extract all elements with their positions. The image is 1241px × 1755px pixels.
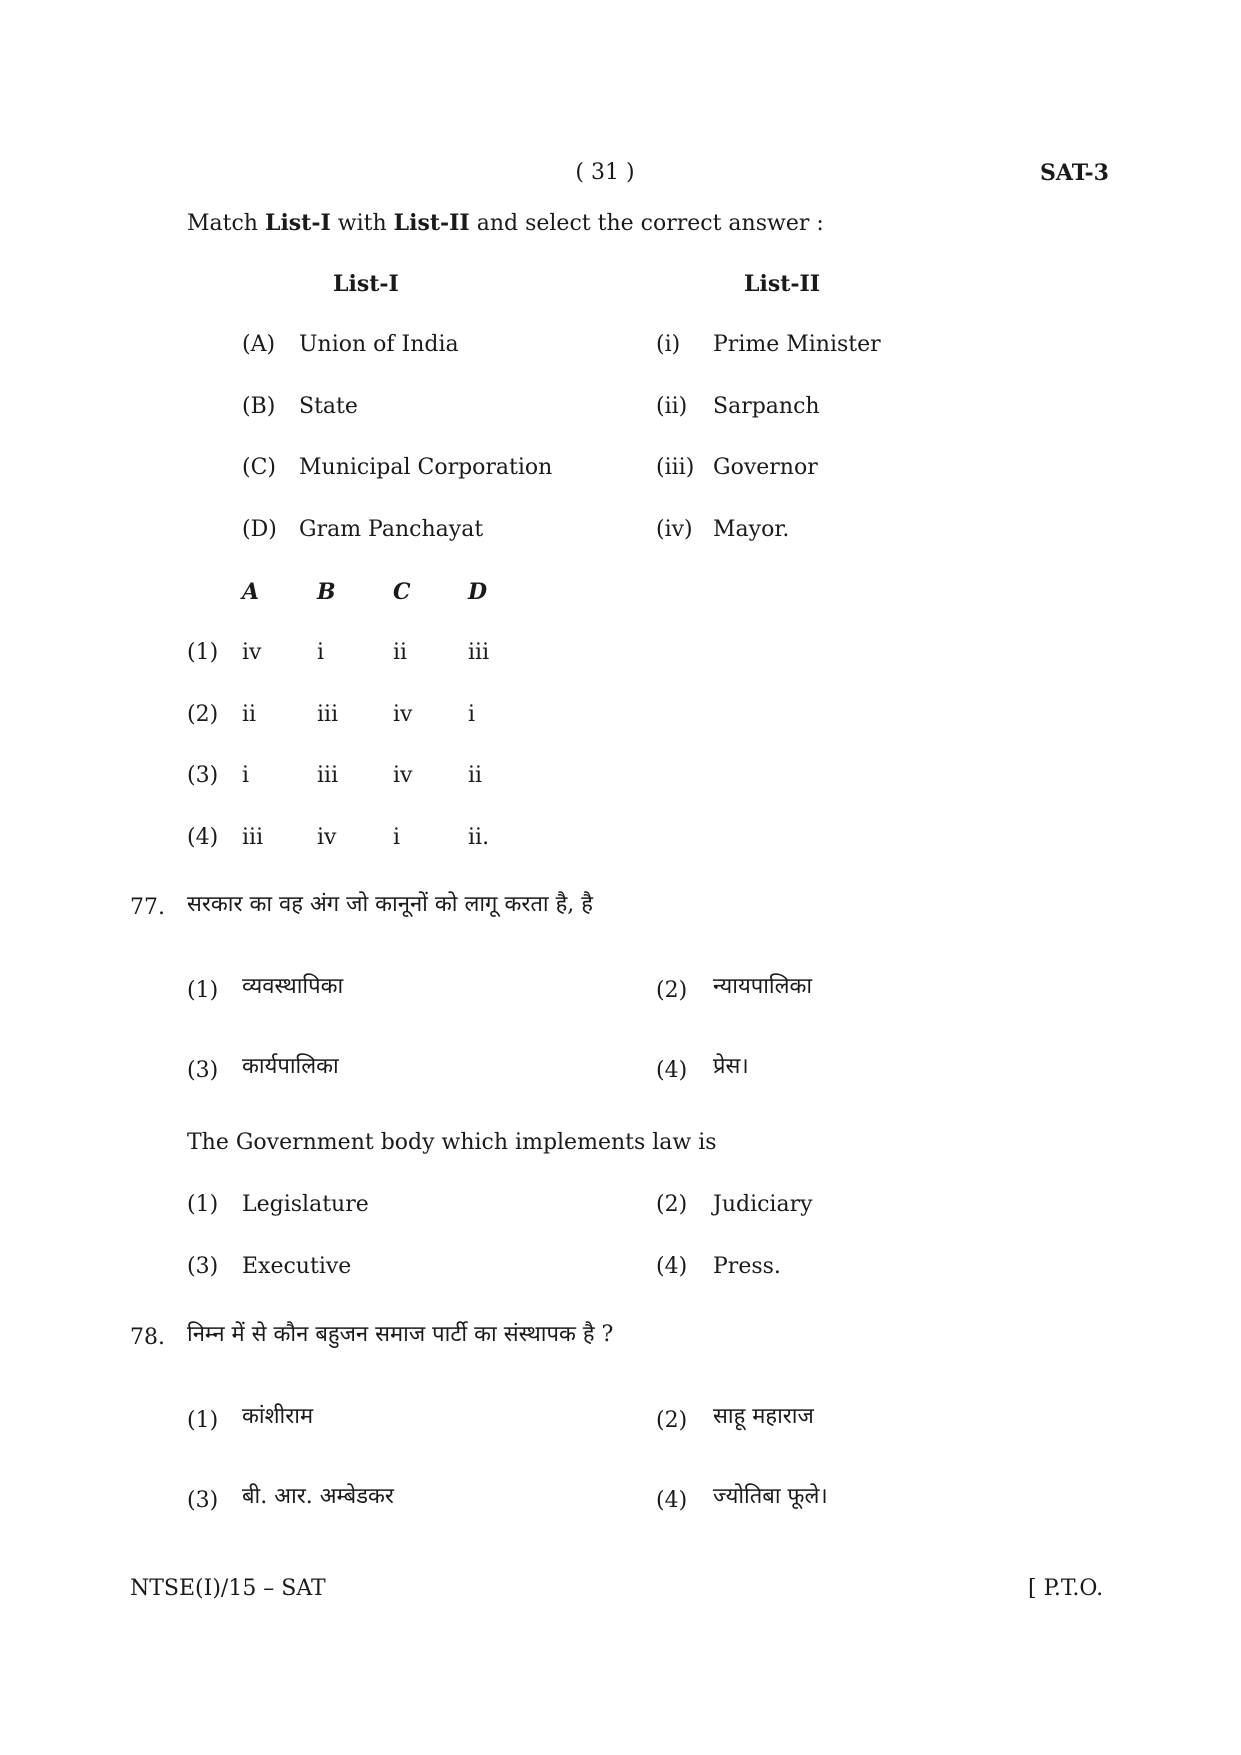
option-number: (4) — [656, 1254, 688, 1279]
list2-key: (i) — [656, 332, 681, 357]
list2-key: (ii) — [656, 394, 688, 419]
answer-cell: i — [468, 702, 476, 727]
option-text: साहू महाराज — [713, 1404, 814, 1429]
answer-option-number: (3) — [187, 763, 219, 788]
option-number: (3) — [187, 1488, 219, 1513]
answer-cell: i — [317, 640, 325, 665]
answer-cell: iii — [317, 763, 339, 788]
list2-key: (iii) — [656, 455, 695, 480]
question-text-hindi: सरकार का वह अंग जो कानूनों को लागू करता है, है — [187, 892, 593, 917]
list2-key: (iv) — [656, 517, 693, 542]
list1-item: Gram Panchayat — [299, 517, 484, 542]
question-text-english: The Government body which implements law is — [187, 1130, 717, 1155]
list1-key: (A) — [242, 332, 276, 357]
option-number: (4) — [656, 1488, 688, 1513]
answer-option-number: (4) — [187, 825, 219, 850]
option-number: (3) — [187, 1254, 219, 1279]
option-number: (2) — [656, 1192, 688, 1217]
list1-item: Municipal Corporation — [299, 455, 553, 480]
option-number: (1) — [187, 1192, 219, 1217]
option-text: ज्योतिबा फूले। — [713, 1484, 828, 1509]
list2-item: Governor — [713, 455, 818, 480]
list1-key: (B) — [242, 394, 276, 419]
answer-option-number: (1) — [187, 640, 219, 665]
list2-heading: List-II — [744, 271, 821, 297]
option-text: व्यवस्थापिका — [242, 974, 344, 999]
question-text-hindi: निम्न में से कौन बहुजन समाज पार्टी का संस्थापक है ? — [187, 1322, 614, 1347]
list1-key: (D) — [242, 517, 277, 542]
match-instruction: Match List-I with List-II and select the correct answer : — [187, 210, 824, 236]
list2-item: Sarpanch — [713, 394, 820, 419]
answer-cell: iii — [468, 640, 490, 665]
list1-heading: List-I — [333, 271, 399, 297]
option-text: कार्यपालिका — [242, 1054, 339, 1079]
answer-header-d: D — [468, 579, 488, 605]
option-text: Executive — [242, 1254, 352, 1279]
answer-header-b: B — [317, 579, 336, 605]
answer-cell: ii — [468, 763, 483, 788]
list2-item: Prime Minister — [713, 332, 881, 357]
answer-cell: i — [242, 763, 250, 788]
answer-cell: iv — [393, 763, 413, 788]
answer-cell: iv — [393, 702, 413, 727]
option-text: Legislature — [242, 1192, 369, 1217]
question-number: 77. — [130, 895, 165, 920]
answer-cell: iv — [317, 825, 337, 850]
option-number: (3) — [187, 1058, 219, 1083]
list1-item: Union of India — [299, 332, 459, 357]
footer-paper-id: NTSE(I)/15 – SAT — [130, 1576, 326, 1601]
option-number: (4) — [656, 1058, 688, 1083]
answer-cell: ii — [242, 702, 257, 727]
answer-cell: ii. — [468, 825, 490, 850]
option-text: न्यायपालिका — [713, 974, 813, 999]
page-number: ( 31 ) — [575, 160, 635, 185]
option-number: (1) — [187, 978, 219, 1003]
question-number: 78. — [130, 1325, 165, 1350]
option-number: (2) — [656, 978, 688, 1003]
footer-pto: [ P.T.O. — [1028, 1576, 1104, 1601]
answer-cell: i — [393, 825, 401, 850]
option-text: कांशीराम — [242, 1404, 314, 1429]
answer-cell: iii — [242, 825, 264, 850]
answer-cell: iii — [317, 702, 339, 727]
list2-item: Mayor. — [713, 517, 790, 542]
option-text: Judiciary — [713, 1192, 813, 1217]
answer-option-number: (2) — [187, 702, 219, 727]
answer-cell: iv — [242, 640, 262, 665]
option-text: बी. आर. अम्बेडकर — [242, 1484, 394, 1509]
option-number: (2) — [656, 1408, 688, 1433]
paper-code: SAT-3 — [1040, 160, 1109, 186]
answer-header-a: A — [242, 579, 260, 605]
answer-header-c: C — [393, 579, 411, 605]
answer-cell: ii — [393, 640, 408, 665]
option-number: (1) — [187, 1408, 219, 1433]
list1-key: (C) — [242, 455, 276, 480]
list1-item: State — [299, 394, 358, 419]
option-text: Press. — [713, 1254, 781, 1279]
option-text: प्रेस। — [713, 1054, 749, 1079]
